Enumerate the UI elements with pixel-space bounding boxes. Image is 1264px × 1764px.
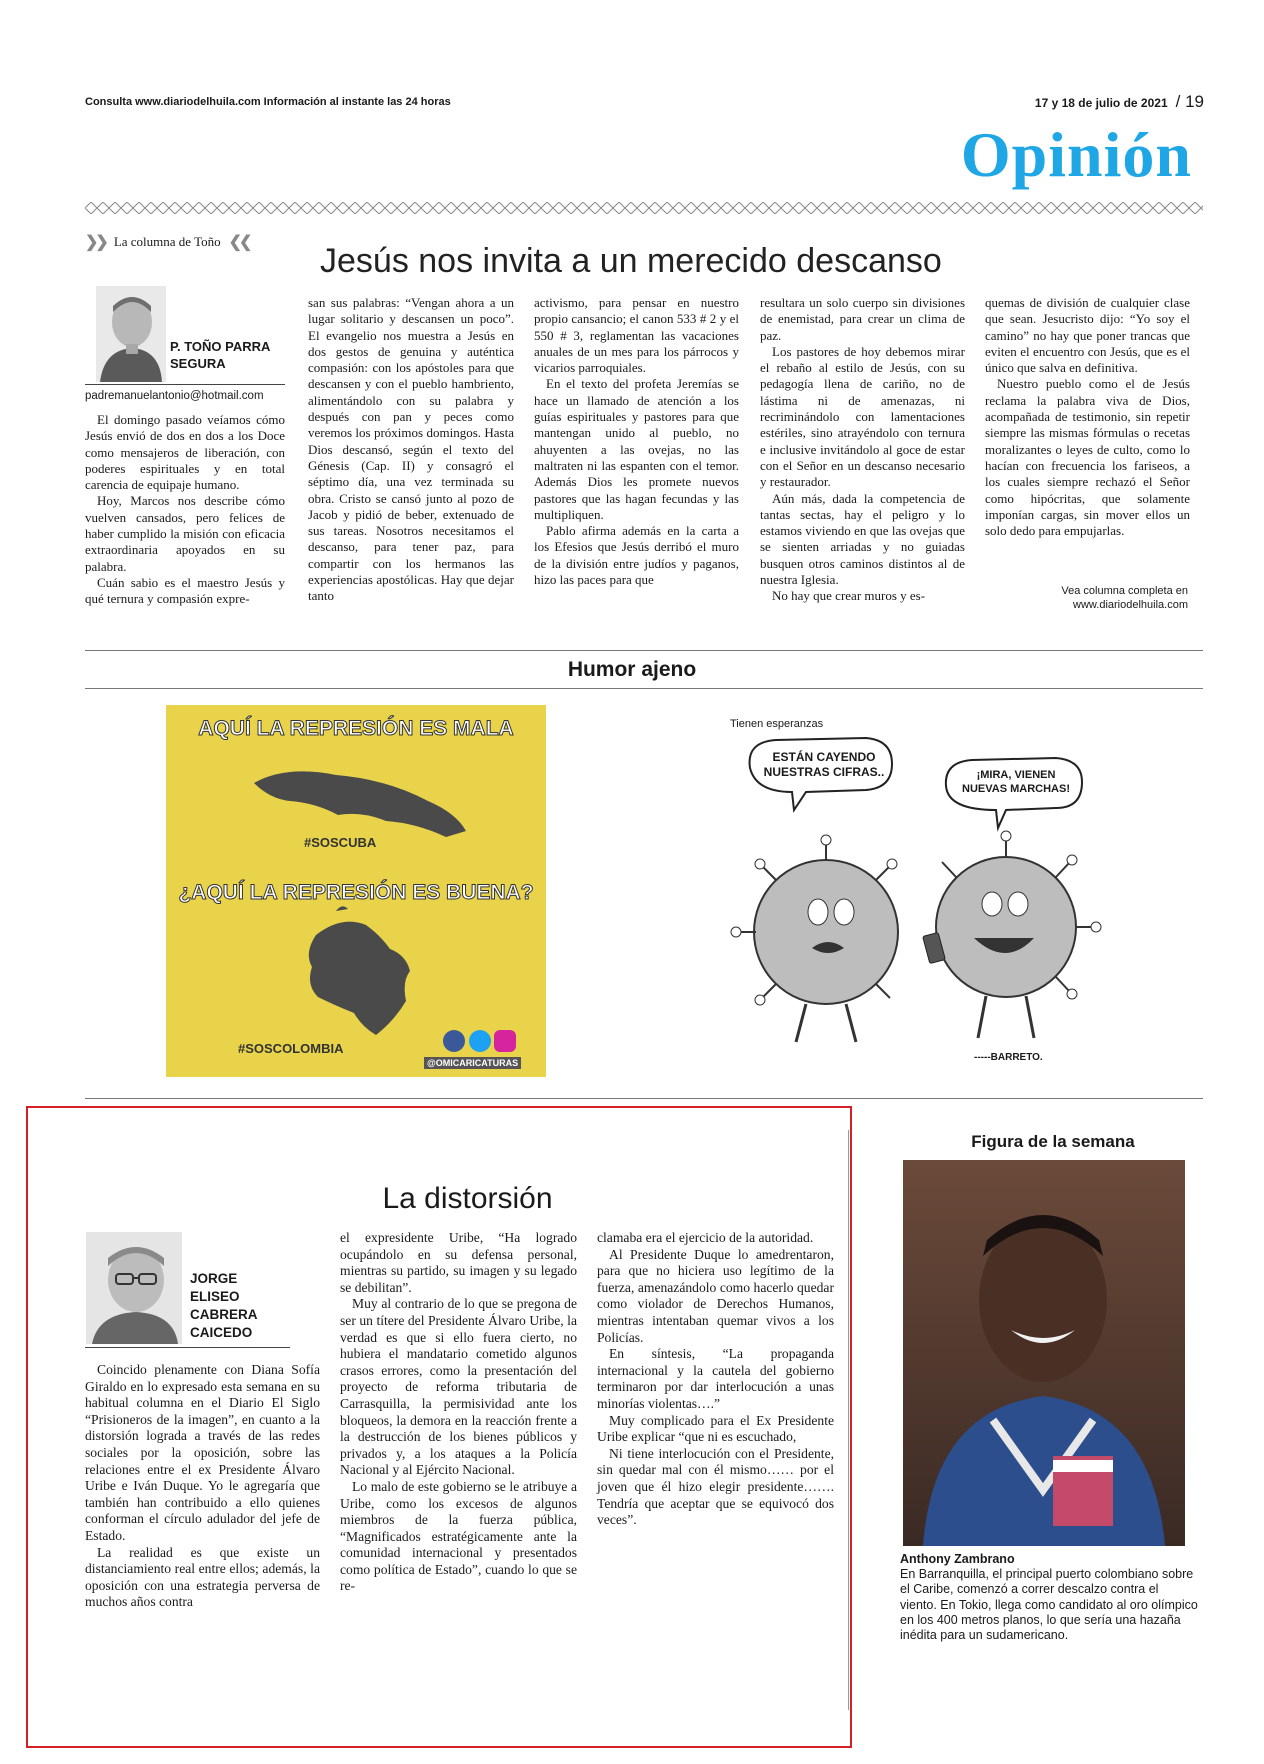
author-name-line: CAICEDO xyxy=(190,1325,253,1340)
author-name-line: P. TOÑO PARRA xyxy=(170,339,271,354)
athlete-description: En Barranquilla, el principal puerto colombiano sobre el Caribe, comenzó a correr descalzo contra el viento. En Tokio, llega como candidato al oro olímpico en los 400 metros planos, lo que sería una hazaña inédita para un sudamericano. xyxy=(900,1567,1198,1643)
cartoon-caption: Tienen esperanzas xyxy=(730,718,824,730)
issue-date: 17 y 18 de julio de 2021 xyxy=(1034,96,1168,110)
article-headline: La distorsión xyxy=(382,1182,553,1215)
paragraph: No hay que crear muros y es- xyxy=(772,588,926,604)
article-column-5 xyxy=(985,295,1190,539)
bubble-line: ¡MIRA, VIENEN xyxy=(976,769,1056,781)
divider xyxy=(85,384,285,385)
paragraph: Hoy, Marcos nos describe cómo vuelven cansados, pero felices de haber cumplido la misión con eficacia extraordinaria apoyados en su palabra. xyxy=(85,493,285,574)
athlete-photo xyxy=(903,1160,1185,1546)
paragraph: san sus palabras: “Vengan ahora a un lugar solitario y descansen un poco”. El evangelio nos muestra a Jesús en dos gestos de genuina y auténtica compasión: con los apóstoles para que descansen y con el pueblo hambriento, alimentándolo con su palabra y después con pan y peces como veremos los próximos domingos. Hasta Dios descansó, según el texto del Génesis (Cap. II) y consagró el séptimo día, una vez terminada su obra. Cristo se cansó junto al pozo de Jacob y pidió de beber, extenuado de sus tareas. Nosotros necesitamos el descanso, para tener paz, para compartir con los hermanos las experiencias apostólicas. Hay que dejar tanto xyxy=(308,295,514,604)
author-photo xyxy=(86,1232,182,1344)
humor-section-title: Humor ajeno xyxy=(567,658,697,681)
paragraph: Aún más, dada la competencia de tantas sectas, hay el peligro y lo estamos viviendo en que las ovejas que se sienten arriadas y no guiadas busquen otros caminos distintos al de nuestra Iglesia. xyxy=(760,490,965,588)
paragraph: Al Presidente Duque lo amedrentaron, para que no hiciera uso legítimo de la fuerza, amenazándolo como hacerlo quedar como violador de Derechos Humanos, mientras intentaban quemar vivos a los Policías. xyxy=(597,1246,834,1345)
date-and-page xyxy=(1035,92,1204,112)
column-tag xyxy=(85,232,249,252)
paragraph: Cuán sabio es el maestro Jesús y qué ternura y compasión expre- xyxy=(85,574,285,607)
paragraph: La realidad es que existe un distanciamiento real entre ellos; además, la oposición con una estrategia perversa de muchos años contra xyxy=(85,1544,320,1610)
meme-hashtag: #SOSCUBA xyxy=(304,835,377,850)
section-title: Opinión xyxy=(960,119,1192,190)
column-separator xyxy=(848,1130,849,1710)
author-name-line: SEGURA xyxy=(170,356,226,371)
paragraph: En el texto del profeta Jeremías se hace un llamado de atención a los guías espirituales y pastores para que mantengan unido al pueblo, no ahuyenten a las ovejas, no las maltraten ni las espanten con el temor. Además Dios les promete nuevos pastores que las hagan fecundas y las multipliquen. xyxy=(534,376,739,522)
site-tagline: Consulta www.diariodelhuila.com Información al instante las 24 horas xyxy=(85,96,451,108)
paragraph: resultara un solo cuerpo sin divisiones de enemistad, para crear un clima de paz. xyxy=(760,295,965,343)
chevron-left-icon: ❮❮ xyxy=(228,234,250,251)
bubble-line: ESTÁN CAYENDO xyxy=(772,750,876,764)
paragraph: Muy complicado para el Ex Presidente Uribe explicar “que ni es escuchado, xyxy=(597,1412,834,1445)
article-column-1 xyxy=(85,1362,320,1611)
figure-of-week-title: Figura de la semana xyxy=(971,1132,1135,1151)
author-name-line: JORGE xyxy=(190,1271,238,1286)
author-photo xyxy=(96,286,166,382)
paragraph: activismo, para pensar en nuestro propio cansancio; el canon 533 # 2 y el 550 # 3, reglamentan las vacaciones anuales de un mes para los párrocos y vicarios parroquiales. xyxy=(534,295,739,376)
see-more-text: Vea columna completa en xyxy=(1061,585,1188,597)
paragraph: Muy al contrario de lo que se pregona de ser un títere del Presidente Álvaro Uribe, la verdad es que si ello fuera cierto, no hubiera el mandatario cometido algunos crasos errores, como la presentación del proyecto de reforma tributaria de Carrasquilla, la permisividad ante los bloqueos, la demora en la reacción frente a la destrucción de los bienes públicos y privados y, a los ataques a la Policía Nacional y al Ejército Nacional. xyxy=(340,1296,577,1478)
meme-bottom-text: ¿AQUÍ LA REPRESIÓN ES BUENA? xyxy=(178,881,534,904)
article-column-3 xyxy=(597,1230,834,1529)
author-name-line: ELISEO xyxy=(190,1289,240,1304)
author-email-link[interactable]: padremanuelantonio@hotmail.com xyxy=(85,390,264,402)
divider xyxy=(85,688,1203,689)
paragraph: Coincido plenamente con Diana Sofía Giraldo en lo expresado esta semana en su habitual columna en el Diario El Siglo “Prisioneros de la imagen”, en cuanto a la distorsión lograda a través de las redes sociales por la oposición, sobre las relaciones entre el ex Presidente Álvaro Uribe e Iván Duque. Yo le agregaría que también han contribuido a ello quienes conforman el círculo adulador del jefe de Estado. xyxy=(85,1362,320,1543)
paragraph: quemas de división de cualquier clase que sean. Jesucristo dijo: “Yo soy el camino” no hay que poner trancas que eviten el encuentro con Jesús, que es el único que salva en definitiva. xyxy=(985,295,1190,376)
bubble-line: NUESTRAS CIFRAS.. xyxy=(763,765,885,779)
cartoon-image xyxy=(716,712,1116,1077)
article-column-2 xyxy=(340,1230,577,1595)
chevron-right-icon: ❯❯ xyxy=(85,234,106,251)
see-more-link[interactable]: www.diariodelhuila.com xyxy=(1073,599,1188,611)
page-number: / 19 xyxy=(1175,92,1204,111)
speech-bubble-text xyxy=(954,768,1078,796)
bubble-line: NUEVAS MARCHAS! xyxy=(962,783,1070,795)
paragraph: Pablo afirma además en la carta a los Efesios que Jesús derribó el muro de la división entre judíos y paganos, hizo las paces para que xyxy=(534,523,739,588)
meme-handle: @OMICARICATURAS xyxy=(424,1057,521,1069)
author-name-line: CABRERA xyxy=(190,1307,258,1322)
article-column-1 xyxy=(85,412,285,608)
meme-top-text: AQUÍ LA REPRESIÓN ES MALA xyxy=(198,717,514,740)
see-more-note xyxy=(1028,584,1188,612)
author-name xyxy=(170,338,280,372)
decorative-zigzag-border xyxy=(85,202,1203,214)
article-column-3 xyxy=(534,295,739,588)
cartoonist-signature: -----BARRETO. xyxy=(974,1052,1043,1063)
paragraph: El domingo pasado veíamos cómo Jesús envió de dos en dos a los Doce como mensajeros de liberación, con poderes espirituales y en total carencia de equipaje humano. xyxy=(85,412,285,493)
divider xyxy=(85,650,1203,651)
paragraph: el expresidente Uribe, “Ha logrado ocupándolo en su defensa personal, mientras su partido, su imagen y su legado se debilitan”. xyxy=(340,1230,577,1295)
article-column-2 xyxy=(308,295,514,605)
author-name xyxy=(190,1270,258,1342)
divider xyxy=(85,1098,1203,1099)
article-headline: Jesús nos invita a un merecido descanso xyxy=(320,242,942,280)
paragraph: clamaba era el ejercicio de la autoridad. xyxy=(597,1230,814,1245)
meme-hashtag: #SOSCOLOMBIA xyxy=(238,1041,344,1056)
speech-bubble-text xyxy=(760,750,888,780)
athlete-name: Anthony Zambrano xyxy=(900,1552,1015,1566)
paragraph: En síntesis, “La propaganda internacional y la cautela del gobierno terminaron por dar interlocución a unas minorías violentas….” xyxy=(597,1346,834,1411)
article-column-4 xyxy=(760,295,965,605)
paragraph: Lo malo de este gobierno se le atribuye a Uribe, como los excesos de algunos miembros de la fuerza pública, “Magnificados estratégicamente ante la comunidad internacional y presentados como política de Estado”, cuando lo que se re- xyxy=(340,1478,577,1594)
divider xyxy=(85,1347,290,1348)
paragraph: Nuestro pueblo como el de Jesús reclama la palabra viva de Dios, acompañada de testimonio, sin repetir siempre las mismas fórmulas o recetas moralizantes o leyes de culto, como lo hacían con frecuencia los fariseos, a los cuales siempre rechazó el Señor como hipócritas, que solamente imponían cargas, sin mover ellos un solo dedo para empujarlas. xyxy=(985,376,1190,539)
column-tag-label: La columna de Toño xyxy=(113,234,221,249)
meme-image xyxy=(166,705,546,1077)
paragraph: Los pastores de hoy debemos mirar el rebaño al estilo de Jesús, con su pedagogía llena de cariño, no de lástima ni de amenazas, ni recriminándolo con lamentaciones estériles, sino atrayéndolo con ternura e inclusive invitándolo al goce de estar con el Señor en un descanso necesario y restaurador. xyxy=(760,343,965,490)
paragraph: Ni tiene interlocución con el Presidente, sin quedar mal con él mismo…… por el joven que él hizo elegir presidente……. Tendría que aceptar que se equivocó dos veces”. xyxy=(597,1445,834,1528)
